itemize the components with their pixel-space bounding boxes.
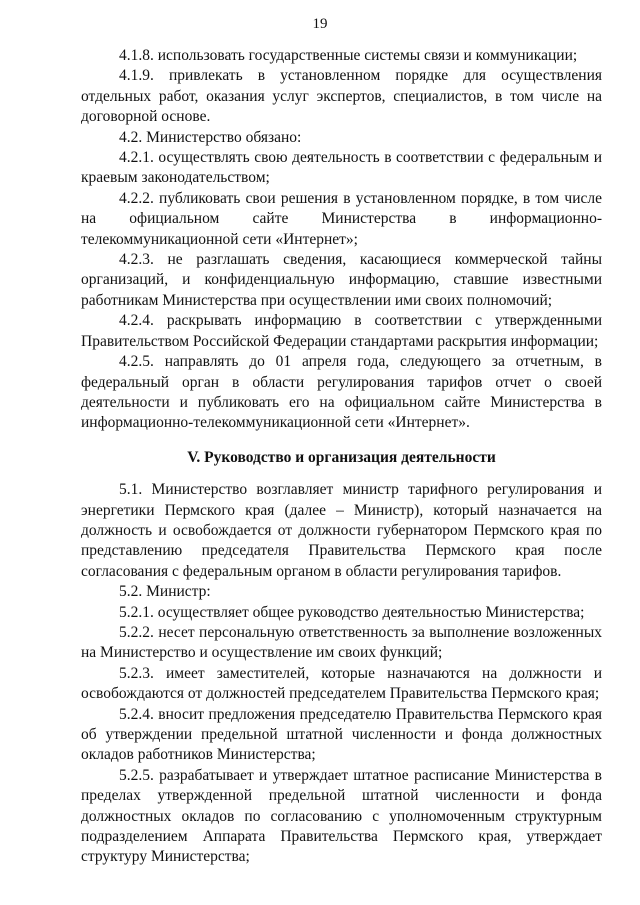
paragraph: 4.1.9. привлекать в установленном порядке для осуществления отдельных работ, оказания услуг экспертов, специалистов, в том числе на договорной основе.: [81, 67, 602, 126]
section-title: V. Руководство и организация деятельности: [187, 448, 496, 466]
paragraphs-bottom: [81, 480, 602, 868]
paragraph: 5.2.1. осуществляет общее руководство деятельностью Министерства;: [119, 603, 585, 621]
paragraph: 4.2. Министерство обязано:: [119, 128, 302, 146]
document-body: [81, 46, 602, 868]
paragraph: 4.2.2. публиковать свои решения в установленном порядке, в том числе на официальном сайте Министерства в информационно-телекоммуникационной сети «Интернет»;: [81, 189, 602, 248]
paragraph: 5.2.3. имеет заместителей, которые назначаются на должности и освобождаются от должностей председателем Правительства Пермского края;: [81, 664, 602, 703]
paragraph: 4.2.1. осуществлять свою деятельность в соответствии с федеральным и краевым законодательством;: [81, 149, 602, 187]
paragraph: 5.2.5. разрабатывает и утверждает штатное расписание Министерства в пределах утвержденной предельной штатной численности и фонда должностных окладов по согласованию с уполномоченным структурным подразделением Аппарата Правительства Пермского края, утверждает структуру Министерства;: [81, 766, 602, 866]
paragraph: 5.1. Министерство возглавляет министр тарифного регулирования и энергетики Пермского края (далее – Министр), который назначается на должность и освобождается от должности губернатором Пермского края по представлению председателя Правительства Пермского края после согласования с федеральным органом в области регулирования тарифов.: [81, 481, 602, 580]
page-number: 19: [312, 16, 328, 32]
paragraph: 4.2.3. не разглашать сведения, касающиеся коммерческой тайны организаций, и конфиденциальную информацию, ставшие известными работникам Министерства при осуществлении ими своих полномочий;: [81, 251, 602, 309]
paragraph: 4.2.5. направлять до 01 апреля года, следующего за отчетным, в федеральный орган в области регулирования тарифов отчет о своей деятельности и публиковать его на официальном сайте Министерства в информационно-телекоммуникационной сети «Интернет».: [81, 353, 602, 432]
paragraph: 5.2. Министр:: [119, 583, 211, 601]
paragraph: 4.2.4. раскрывать информацию в соответствии с утвержденными Правительством Российской Федерации стандартами раскрытия информации;: [81, 312, 602, 350]
paragraphs-top: [81, 46, 602, 434]
paragraph: 5.2.2. несет персональную ответственность за выполнение возложенных на Министерство и осуществление им своих функций;: [81, 623, 602, 662]
paragraph: 4.1.8. использовать государственные системы связи и коммуникации;: [119, 47, 578, 64]
paragraph: 5.2.4. вносит предложения председателю Правительства Пермского края об утверждении предельной штатной численности и фонда должностных окладов работников Министерства;: [81, 705, 602, 764]
